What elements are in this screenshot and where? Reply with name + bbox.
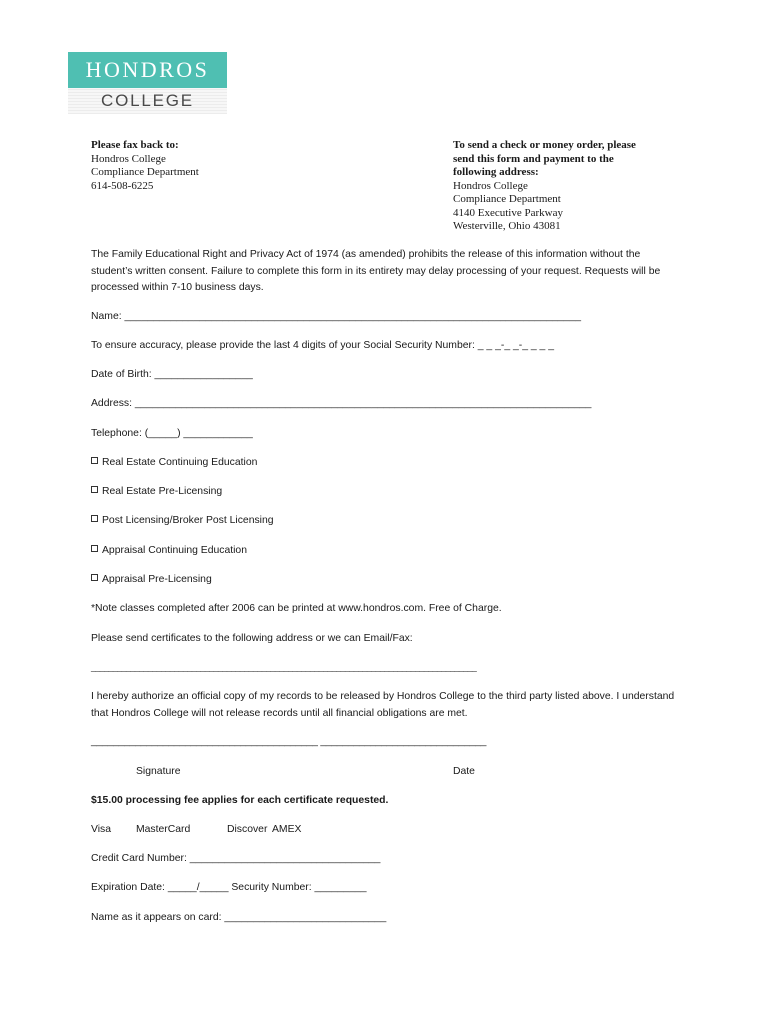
note-text: *Note classes completed after 2006 can be printed at www.hondros.com. Free of Charge. (91, 603, 502, 614)
checkbox-icon[interactable] (91, 574, 98, 581)
mail-line: 4140 Executive Parkway (453, 206, 563, 219)
authorization-text: I hereby authorize an official copy of my records to be released by Hondros College to the third party listed above. I understand that Hondros College will not release records until all financial obligations are met. (91, 691, 675, 719)
mail-line: Westerville, Ohio 43081 (453, 220, 561, 232)
fax-line: Hondros College (91, 152, 166, 165)
ssn-field[interactable]: To ensure accuracy, please provide the last 4 digits of your Social Security Number: _ _ _-_ _-_ _ _ _ (91, 340, 555, 351)
signature-label: Signature (136, 766, 181, 777)
course-label: Real Estate Continuing Education (102, 457, 258, 468)
card-option-visa[interactable]: Visa (91, 824, 112, 835)
mail-line: Hondros College (453, 179, 528, 192)
mail-heading-line: To send a check or money order, please (453, 139, 636, 151)
course-label: Appraisal Continuing Education (102, 545, 247, 556)
fee-notice: $15.00 processing fee applies for each certificate requested. (91, 795, 389, 806)
dob-field[interactable]: Date of Birth: _________________ (91, 369, 253, 380)
course-label: Appraisal Pre-Licensing (102, 574, 212, 585)
fax-heading: Please fax back to: (91, 139, 179, 151)
mail-heading-line: following address: (453, 166, 539, 178)
fax-line: 614-508-6225 (91, 179, 154, 192)
expiration-security-field[interactable]: Expiration Date: _____/_____ Security Number: _________ (91, 882, 367, 893)
course-option-appraisal-prelicensing[interactable] (91, 574, 212, 585)
ferpa-notice: The Family Educational Right and Privacy Act of 1974 (as amended) prohibits the release of this information without the student’s written consent. Failure to complete this form in its entirety may delay processing of your request. Requests will be processed within 7-10 business days. (91, 249, 661, 294)
course-label: Real Estate Pre-Licensing (102, 486, 223, 497)
date-label: Date (453, 766, 475, 777)
send-certificates-text: Please send certificates to the following address or we can Email/Fax: (91, 633, 413, 644)
course-option-appraisal-ce[interactable] (91, 545, 247, 556)
fax-block (91, 139, 199, 193)
hondros-college-logo (68, 52, 227, 114)
address-field[interactable]: Address: _______________________________________________________________________________ (91, 398, 592, 409)
card-option-mastercard[interactable]: MasterCard (136, 824, 191, 835)
checkbox-icon[interactable] (91, 515, 98, 522)
card-option-discover[interactable]: Discover (227, 824, 268, 835)
mail-block (453, 139, 636, 234)
card-option-amex[interactable]: AMEX (272, 824, 302, 835)
fax-line: Compliance Department (91, 166, 199, 178)
course-label: Post Licensing/Broker Post Licensing (102, 515, 274, 526)
signature-date-lines[interactable]: _________________________________________ ______________________________ (91, 736, 487, 747)
telephone-field[interactable]: Telephone: (_____) ____________ (91, 428, 253, 439)
checkbox-icon[interactable] (91, 486, 98, 493)
send-address-line[interactable]: ________________________________________________________________________________________ (91, 662, 477, 672)
name-on-card-field[interactable]: Name as it appears on card: ____________________________ (91, 912, 387, 923)
checkbox-icon[interactable] (91, 457, 98, 464)
mail-line: Compliance Department (453, 193, 561, 205)
course-option-post-licensing[interactable] (91, 515, 274, 526)
course-option-real-estate-ce[interactable] (91, 457, 257, 468)
checkbox-icon[interactable] (91, 545, 98, 552)
logo-line2: COLLEGE (68, 88, 227, 114)
name-field[interactable]: Name: _______________________________________________________________________________ (91, 311, 582, 322)
credit-card-number-field[interactable]: Credit Card Number: _________________________________ (91, 853, 381, 864)
course-option-real-estate-prelicensing[interactable] (91, 486, 222, 497)
mail-heading-line: send this form and payment to the (453, 152, 614, 165)
logo-line1: HONDROS (68, 52, 227, 88)
